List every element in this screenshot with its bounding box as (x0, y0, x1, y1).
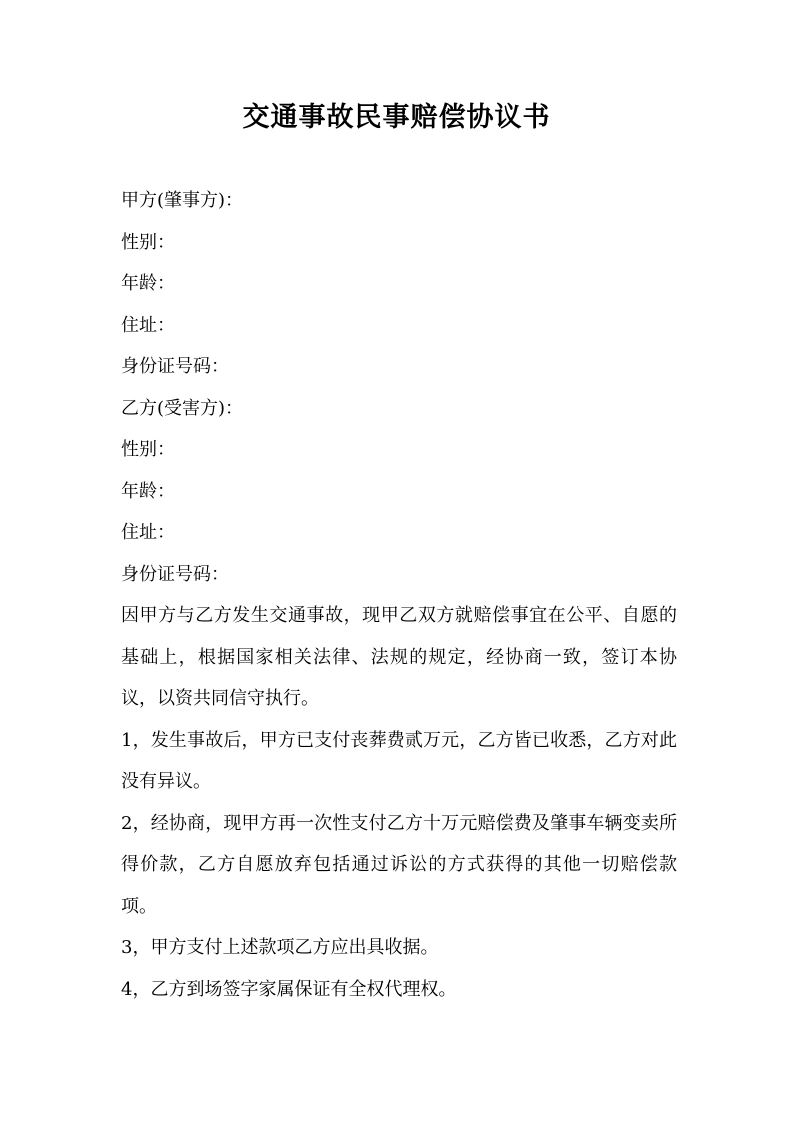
party-a-age: 年龄： (121, 273, 175, 294)
clause-2: 2，经协商，现甲方再一次性支付乙方十万元赔偿费及肇事车辆变卖所得价款，乙方自愿放弃包括通过诉讼的方式获得的其他一切赔偿款项。 (121, 812, 677, 917)
party-b-gender: 性别： (121, 439, 175, 460)
party-b-heading: 乙方(受害方)： (121, 397, 244, 419)
document-body (121, 180, 677, 1010)
party-a-gender: 性别： (121, 231, 175, 253)
party-a-id-number: 身份证号码： (121, 356, 229, 377)
clause-3: 3，甲方支付上述款项乙方应出具收据。 (121, 937, 439, 958)
party-b-id-number: 身份证号码： (121, 563, 229, 585)
party-b-address: 住址： (121, 522, 175, 543)
preamble-paragraph: 因甲方与乙方发生交通事故，现甲乙双方就赔偿事宜在公平、自愿的基础上，根据国家相关法律、法规的规定，经协商一致，签订本协议，以资共同信守执行。 (121, 605, 677, 709)
party-a-heading: 甲方(肇事方)： (121, 190, 244, 211)
party-a-address: 住址： (121, 314, 175, 336)
clause-1: 1，发生事故后，甲方已支付丧葬费贰万元，乙方皆已收悉，乙方对此没有异议。 (121, 729, 677, 792)
document-title: 交通事故民事赔偿协议书 (242, 102, 551, 133)
party-b-age: 年龄： (121, 480, 175, 502)
clause-4: 4，乙方到场签字家属保证有全权代理权。 (121, 978, 457, 1000)
